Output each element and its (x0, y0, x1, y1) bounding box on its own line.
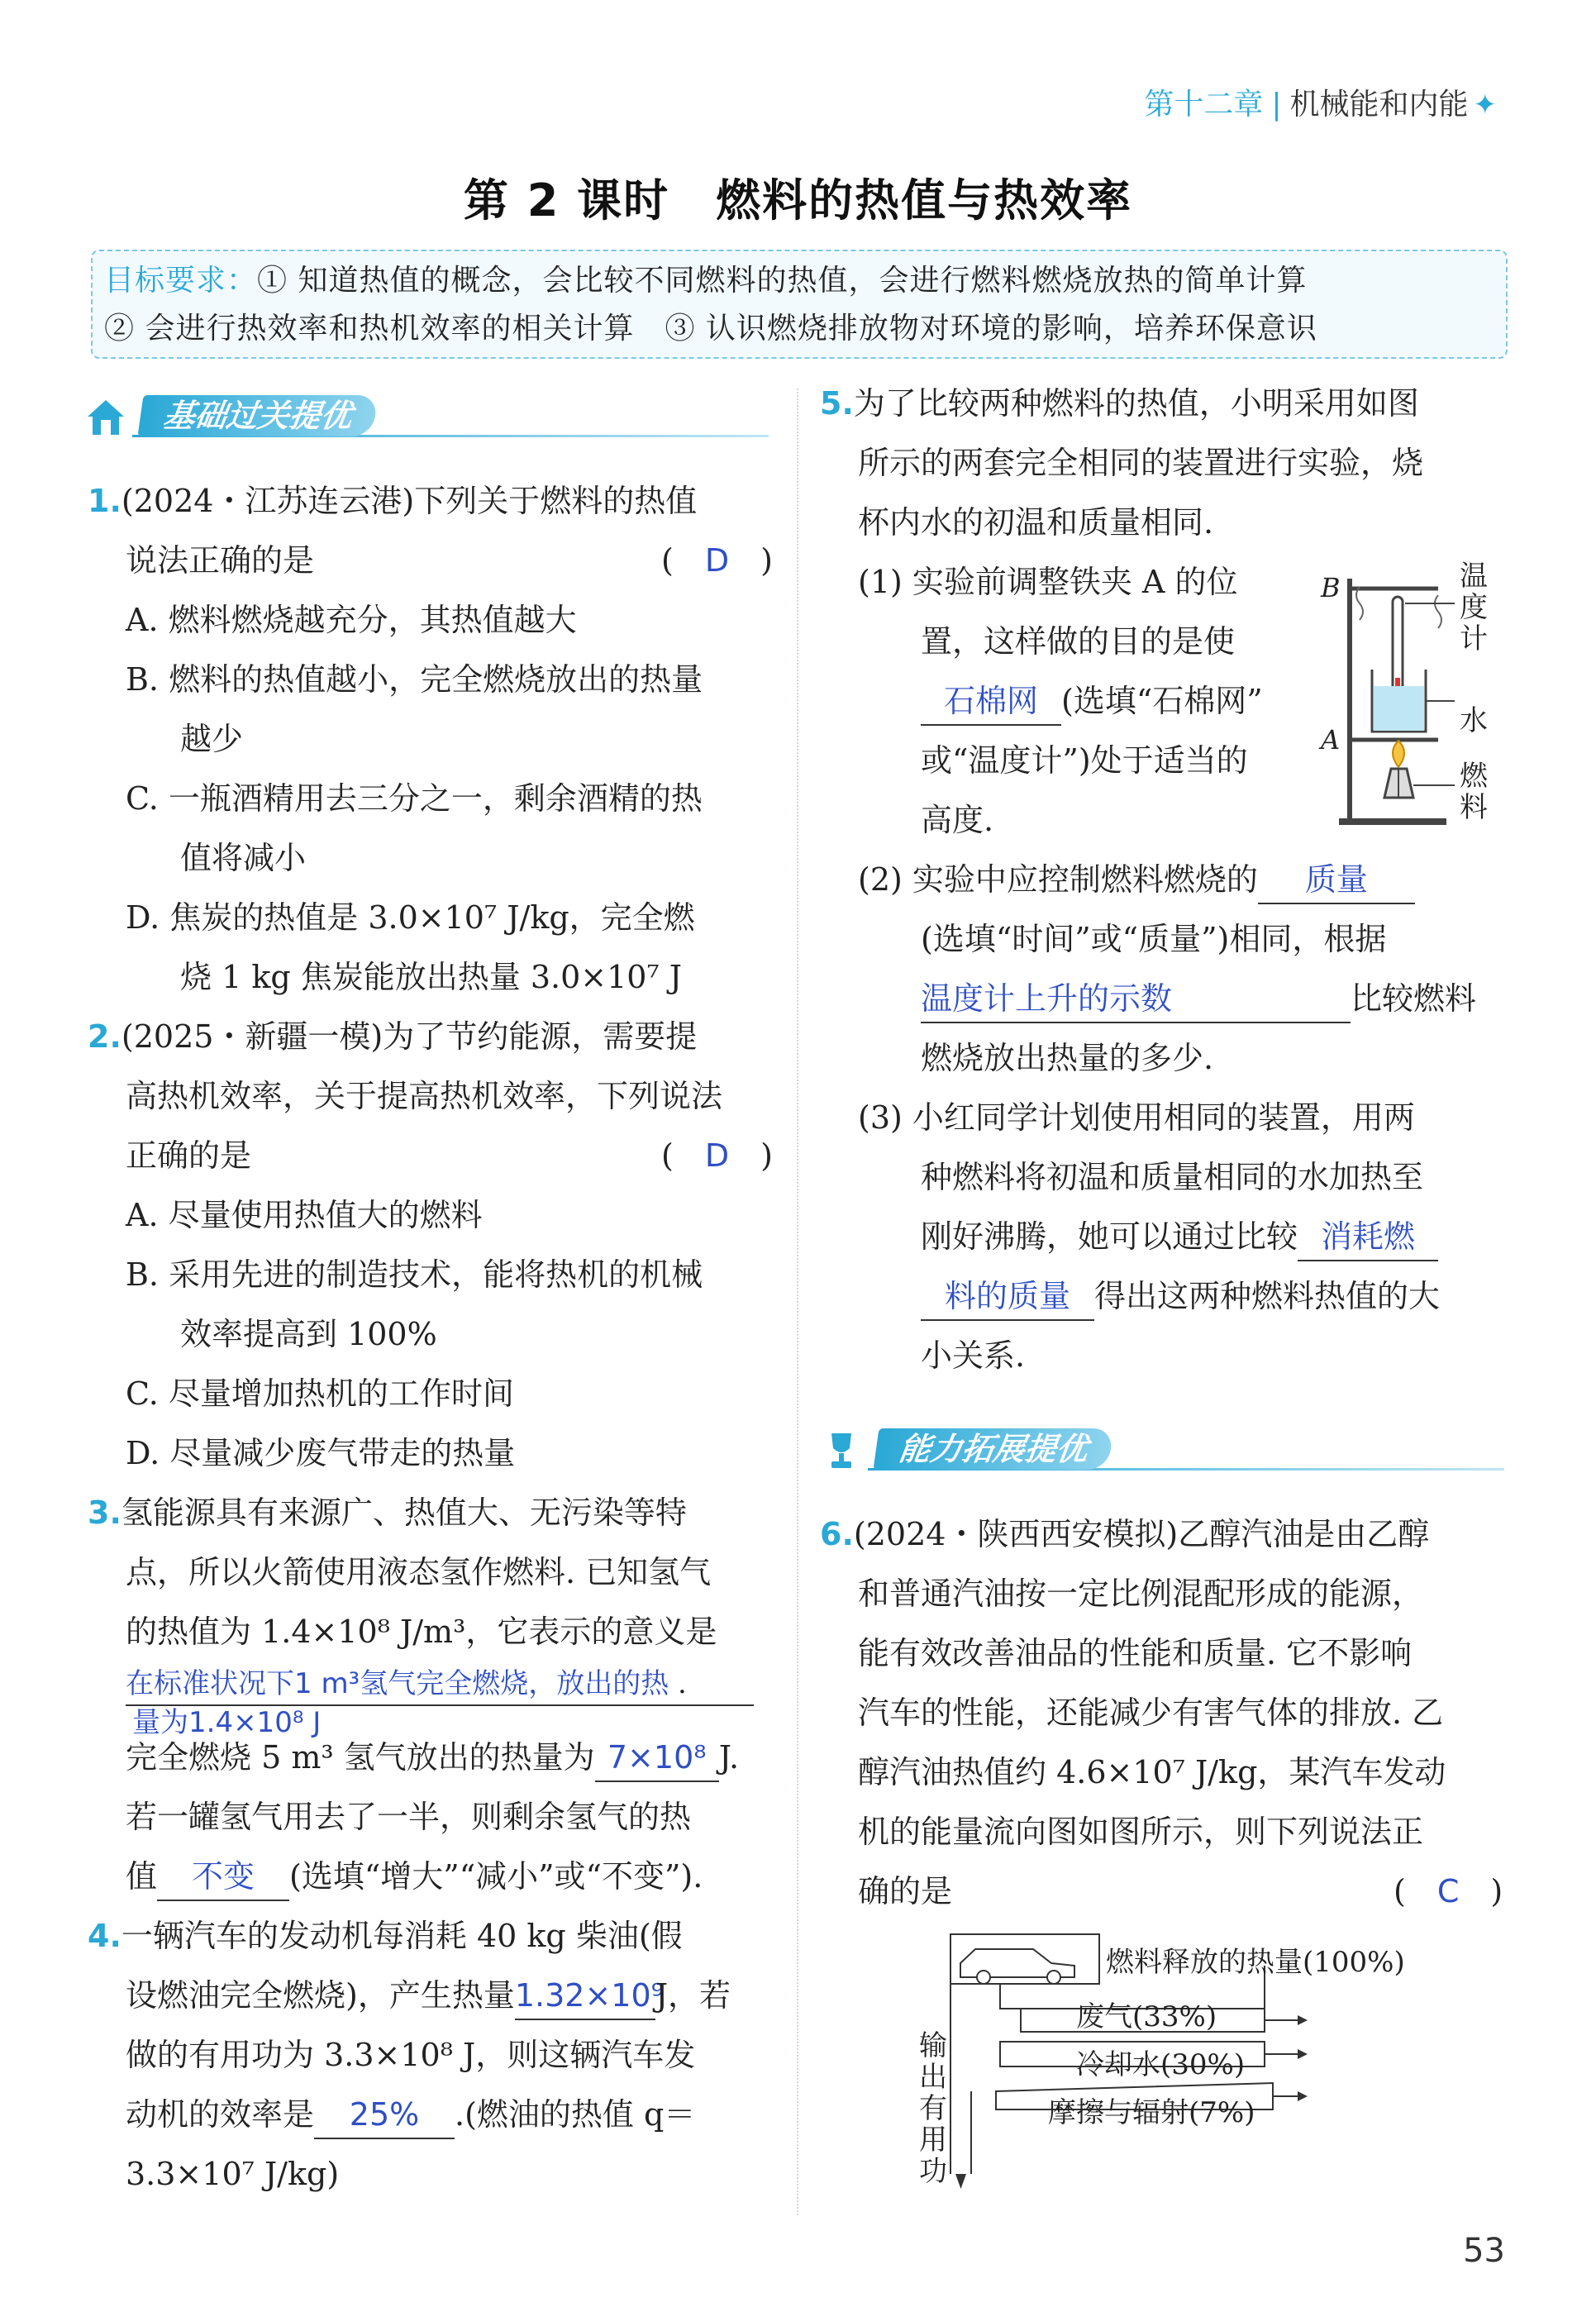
q4-text-2a: 设燃油完全燃烧)，产生热量 (126, 1977, 515, 2014)
q3-answer-meaning: 在标准状况下1 m³氢气完全燃烧，放出的热 . (126, 1663, 754, 1706)
q2-option-a: A. 尽量使用热值大的燃料 (126, 1197, 483, 1233)
q3-text-6a: 值 (126, 1858, 158, 1895)
q5-text-p3-3: 刚好沸腾，她可以通过比较 (921, 1218, 1298, 1255)
q5-answer-2: 质量 (1258, 856, 1415, 904)
q4-text-4b: .(燃油的热值 q＝ (455, 2096, 696, 2133)
q6-text-1: (2024・陕西西安模拟)乙醇汽油是由乙醇 (853, 1516, 1430, 1552)
fig-thermo-3: 计 (1460, 622, 1488, 655)
q2-stem-1 (88, 1007, 697, 1066)
fig-label-b: B (1321, 572, 1341, 603)
q1-option-b-1: B. 燃料的热值越小，完全燃烧放出的热量 (126, 661, 703, 698)
fig-label-thermometer (1460, 560, 1488, 655)
q4-line-3: 做的有用功为 3.3×10⁸ J，则这辆汽车发 (126, 2037, 696, 2073)
q2-option-b-2: 效率提高到 100% (180, 1316, 437, 1352)
q5-text-p2-1: (2) 实验中应控制燃料燃烧的 (858, 861, 1258, 898)
q6-line-6: 机的能量流向图如图所示，则下列说法正 (858, 1814, 1424, 1850)
q4-answer-efficiency: 25% (314, 2091, 455, 2139)
q5-part3-2: 种燃料将初温和质量相同的水加热至 (921, 1159, 1424, 1195)
q6-number: 6. (820, 1516, 854, 1552)
q3-number: 3. (88, 1494, 121, 1531)
goal-line-2: ② 会进行热效率和热机效率的相关计算 ③ 认识燃烧排放物对环境的影响，培养环保意识 (104, 312, 1317, 346)
q3-line-2: 点，所以火箭使用液态氢作燃料. 已知氢气 (126, 1554, 712, 1590)
q5-part3-4 (921, 1266, 1440, 1326)
q5-part2-1 (858, 850, 1415, 909)
trophy-icon (818, 1428, 865, 1471)
q1-answer-paren: ( D ) (661, 542, 773, 579)
q4-number: 4. (88, 1918, 121, 1954)
q1-stem-2: 说法正确的是 (126, 542, 315, 579)
q5-part3-1: (3) 小红同学计划使用相同的装置，用两 (858, 1099, 1415, 1136)
q5-part1-1: (1) 实验前调整铁夹 A 的位 (858, 564, 1238, 600)
q6-line-5: 醇汽油热值约 4.6×10⁷ J/kg，某汽车发动 (858, 1754, 1446, 1790)
flow-useful-0: 输 (919, 2029, 947, 2062)
q1-option-d-2: 烧 1 kg 焦炭能放出热量 3.0×10⁷ J (180, 959, 683, 995)
home-icon (83, 395, 129, 438)
flow-useful-2: 有 (919, 2092, 947, 2125)
fig-fuel-2: 料 (1460, 791, 1488, 824)
q5-text-1: 为了比较两种燃料的热值，小明采用如图 (853, 385, 1419, 422)
q3-line-6 (126, 1847, 703, 1906)
q2-option-b-1: B. 采用先进的制造技术，能将热机的机械 (126, 1256, 703, 1293)
q5-part2-3 (921, 969, 1476, 1028)
q4-line-5: 3.3×10⁷ J/kg) (126, 2156, 340, 2192)
q3-line-4 (126, 1728, 739, 1787)
column-divider (797, 389, 798, 2215)
q5-part2-2: (选填“时间”或“质量”)相同，根据 (921, 921, 1387, 957)
flow-exhaust: 废气(33%) (1076, 2000, 1217, 2033)
q4-line-1 (88, 1906, 683, 1966)
q4-text-1: 一辆汽车的发动机每消耗 40 kg 柴油(假 (121, 1918, 683, 1954)
fig-fuel-1: 燃 (1460, 760, 1488, 793)
q5-answer-3: 温度计上升的示数 (921, 975, 1351, 1023)
flow-useful-1: 出 (919, 2061, 947, 2094)
q6-line-4: 汽车的性能，还能减少有害气体的排放. 乙 (858, 1695, 1444, 1731)
q1-number: 1. (88, 483, 121, 519)
goals-tag: 目标要求： (104, 264, 258, 298)
q3-answer-heat: 7×10⁸ (595, 1734, 719, 1782)
q3-line-1 (88, 1483, 687, 1542)
goal-line-1: ① 知道热值的概念，会比较不同燃料的热值，会进行燃料燃烧放热的简单计算 (257, 264, 1308, 298)
q4-answer-heat: 1.32×10⁹ (515, 1972, 655, 2020)
q2-answer: D (704, 1137, 730, 1174)
q1-answer: D (704, 542, 730, 579)
q5-text-p1-3: (选填“石棉网” (1061, 683, 1263, 719)
q5-line-2: 所示的两套完全相同的装置进行实验，烧 (858, 445, 1424, 481)
q5-line-3: 杯内水的初温和质量相同. (858, 504, 1214, 541)
q1-option-d-1: D. 焦炭的热值是 3.0×10⁷ J/kg，完全燃 (126, 899, 695, 936)
q5-part2-4: 燃烧放出热量的多少. (921, 1040, 1214, 1076)
fig-thermo-2: 度 (1460, 591, 1488, 624)
q3-line-5: 若一罐氢气用去了一半，则剩余氢气的热 (126, 1799, 692, 1835)
section-banner-ability (818, 1428, 1504, 1473)
q3-line-3: 的热值为 1.4×10⁸ J/m³，它表示的意义是 (126, 1614, 717, 1650)
q6-line-7: 确的是 (858, 1873, 953, 1909)
q5-part1-2: 置，这样做的目的是使 (921, 623, 1236, 660)
chapter-header (1144, 81, 1497, 123)
section-title-basic: 基础过关提优 (137, 395, 378, 436)
q5-part3-5: 小关系. (921, 1337, 1026, 1374)
q1-option-c-1: C. 一瓶酒精用去三分之一，剩余酒精的热 (126, 780, 703, 817)
q2-answer-paren: ( D ) (661, 1137, 773, 1174)
header-separator: | (1271, 88, 1282, 122)
flow-friction: 摩擦与辐射(7%) (1048, 2096, 1255, 2129)
fig-label-fuel (1460, 760, 1488, 823)
chapter-number: 第十二章 (1144, 88, 1264, 122)
q2-option-d: D. 尽量减少废气带走的热量 (126, 1435, 516, 1471)
q5-number: 5. (820, 385, 854, 422)
q5-answer-4b: 料的质量 (921, 1273, 1094, 1321)
q3-answer-change: 不变 (157, 1853, 289, 1901)
q5-line-1 (820, 374, 1419, 433)
q3-text-4a: 完全燃烧 5 m³ 氢气放出的热量为 (126, 1739, 595, 1776)
q5-part1-4: 或“温度计”)处于适当的 (921, 742, 1248, 779)
flow-cooling: 冷却水(30%) (1076, 2048, 1246, 2081)
q5-answer-1: 石棉网 (921, 678, 1061, 726)
q2-option-c: C. 尽量增加热机的工作时间 (126, 1375, 514, 1412)
q1-option-b-2: 越少 (180, 721, 244, 757)
q1-stem-1 (88, 471, 697, 531)
q1-option-a: A. 燃料燃烧越充分，其热值越大 (126, 602, 577, 638)
q1-option-c-2: 值将减小 (180, 840, 307, 876)
q5-part1-3 (921, 671, 1263, 731)
fig-thermo-1: 温 (1460, 560, 1488, 593)
q3-answer-meaning-1: 在标准状况下1 m³氢气完全燃烧，放出的热 (126, 1667, 669, 1700)
flow-useful-4: 功 (919, 2155, 947, 2188)
section-banner-basic (83, 395, 769, 440)
q2-stem-text: (2025・新疆一模)为了节约能源，需要提 (121, 1018, 698, 1055)
q2-number: 2. (88, 1018, 121, 1055)
q3-text-6b: (选填“增大”“减小”或“不变”). (289, 1858, 703, 1895)
q3-text-1: 氢能源具有来源广、热值大、无污染等特 (121, 1494, 687, 1531)
q5-answer-4a: 消耗燃 (1298, 1213, 1438, 1261)
page-number-text: 53 (1463, 2232, 1505, 2270)
page-title: 第 2 课时 燃料的热值与热效率 (463, 174, 1133, 226)
page-number (1463, 2232, 1505, 2270)
q6-line-2: 和普通汽油按一定比例混配形成的能源， (858, 1575, 1424, 1612)
fig-label-water: 水 (1460, 704, 1488, 737)
q2-stem-3: 正确的是 (126, 1137, 252, 1174)
q4-line-4 (126, 2085, 695, 2144)
q1-stem-text: (2024・江苏连云港)下列关于燃料的热值 (121, 483, 698, 519)
flow-total: 燃料释放的热量(100%) (1106, 1946, 1405, 1979)
star-icon: ✦ (1473, 88, 1497, 122)
section-title-ability: 能力拓展提优 (873, 1428, 1113, 1470)
q6-line-3: 能有效改善油品的性能和质量. 它不影响 (858, 1635, 1413, 1671)
q4-text-4a: 动机的效率是 (126, 2096, 315, 2133)
q3-text-4b: J. (718, 1739, 740, 1776)
flow-useful-3: 用 (919, 2124, 947, 2157)
fig-label-a: A (1321, 724, 1341, 756)
q3-answer-meaning-2: 量为1.4×10⁸ J (132, 1706, 322, 1739)
q5-part3-3 (921, 1207, 1438, 1266)
q2-stem-2: 高热机效率，关于提高热机效率，下列说法 (126, 1078, 723, 1114)
q6-answer: C (1436, 1873, 1460, 1909)
q5-part1-5: 高度. (921, 802, 994, 838)
q4-line-2 (126, 1966, 731, 2025)
flow-useful-work (919, 2030, 947, 2187)
chapter-title: 机械能和内能 (1289, 88, 1469, 122)
goals-box (91, 250, 1508, 359)
q5-text-p3-4: 得出这两种燃料热值的大 (1094, 1278, 1441, 1314)
q6-line-1 (820, 1504, 1429, 1564)
q4-text-2b: J，若 (655, 1977, 731, 2014)
q5-text-p2-3: 比较燃料 (1351, 980, 1477, 1017)
q6-answer-paren: ( C ) (1394, 1873, 1503, 1909)
